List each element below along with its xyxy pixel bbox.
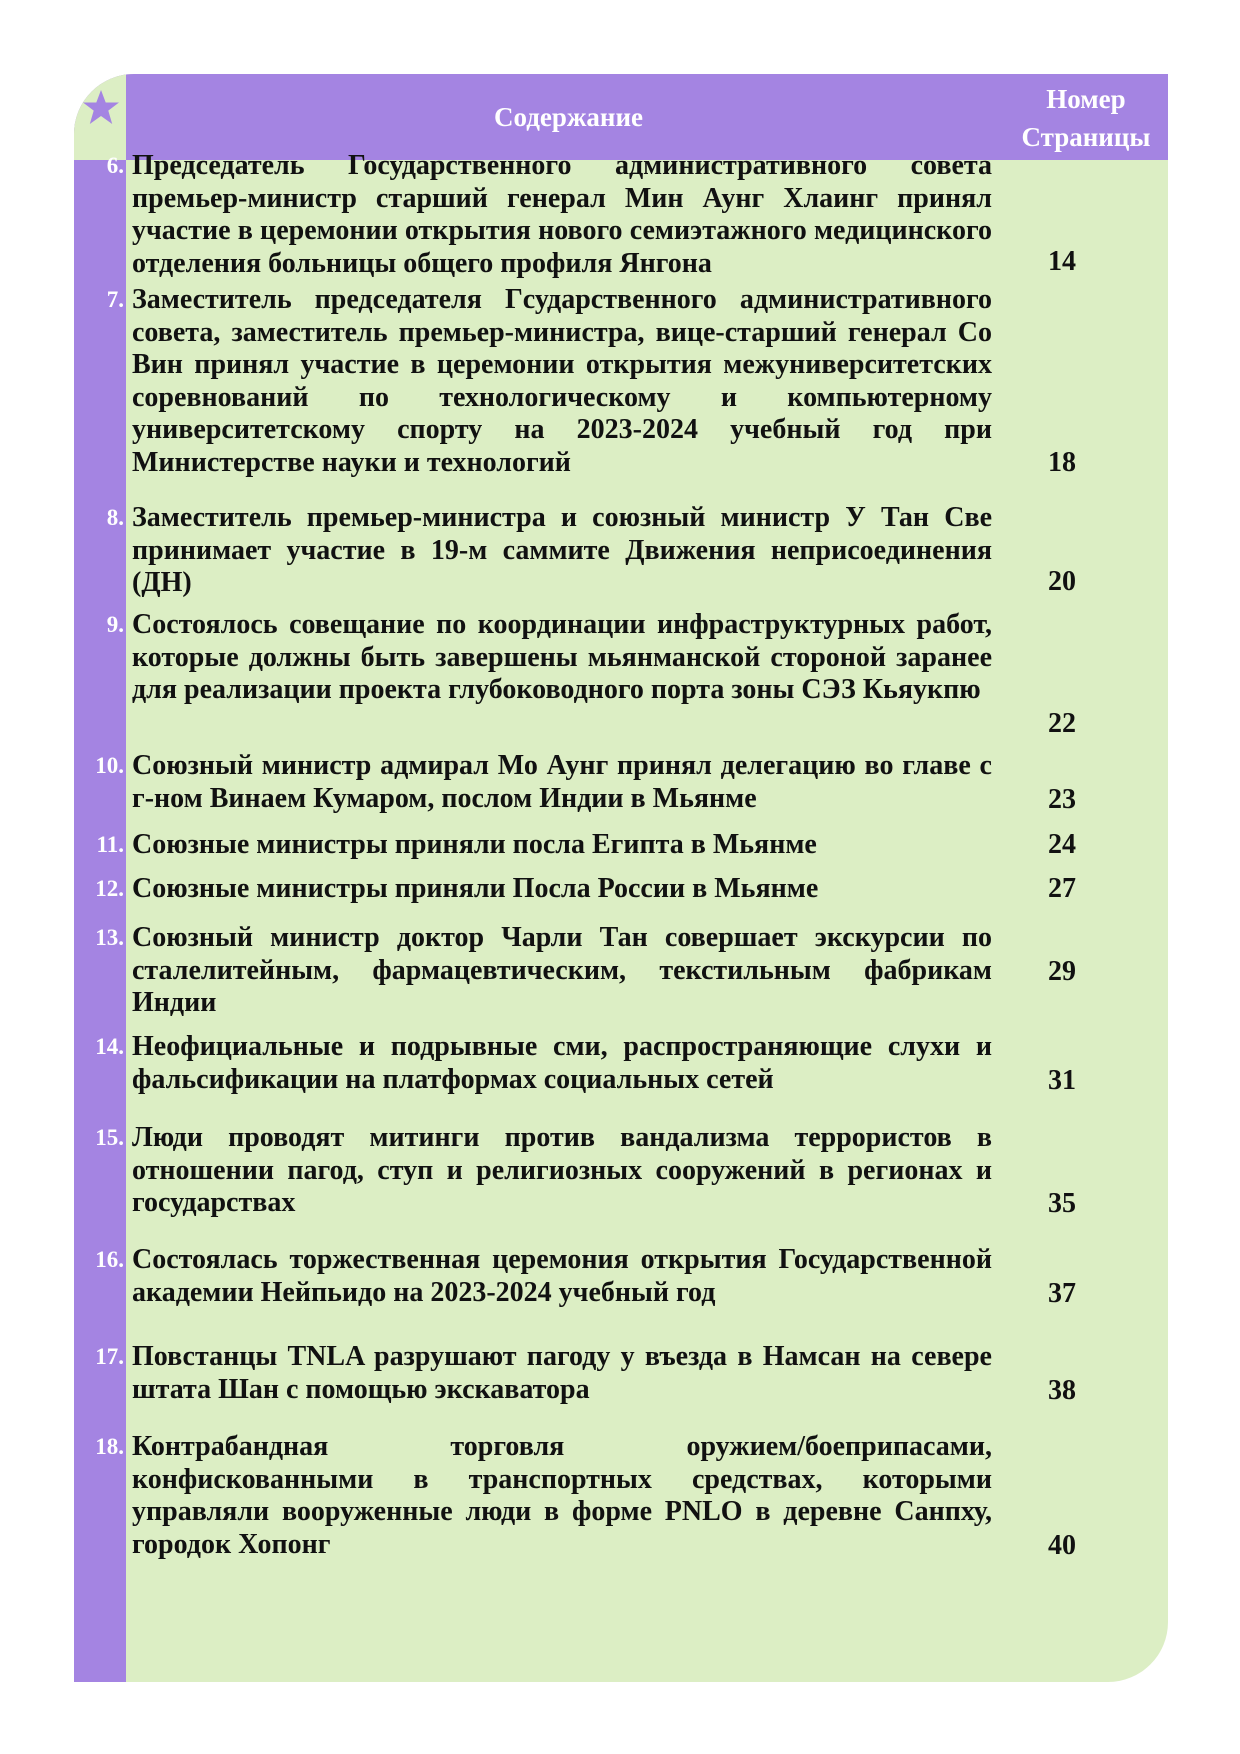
entry-title: Союзные министры приняли посла Египта в Мьянме	[132, 829, 817, 860]
entry-page-number: 22	[1048, 708, 1076, 739]
entry-number: 13.	[95, 925, 124, 950]
toc-entry[interactable]	[74, 750, 1168, 816]
entry-number: 10.	[95, 753, 124, 778]
page-number-heading-line1: Номер	[1046, 84, 1126, 114]
entry-title: Союзный министр доктор Чарли Тан совершает экскурсии по сталелитейным, фармацевтическим, текстильным фабрикам Индии	[132, 922, 992, 1018]
toc-entry[interactable]	[74, 1431, 1168, 1562]
entry-page-number: 35	[1048, 1188, 1076, 1219]
contents-heading: Содержание	[493, 101, 644, 132]
star-icon	[81, 88, 121, 128]
entry-title: Состоялась торжественная церемония открытия Государственной академии Нейпьидо на 2023-2024 учебный год	[132, 1244, 992, 1308]
entry-title: Председатель Государственного административного совета премьер-министр старший генерал Мин Аунг Хлаинг принял участие в церемонии открытия нового семиэтажного медицинского отделения больницы общего профиля Янгона	[132, 150, 992, 279]
toc-entry[interactable]	[74, 502, 1168, 598]
entry-title: Союзные министры приняли Посла России в Мьянме	[132, 873, 819, 904]
toc-entry[interactable]	[74, 1122, 1168, 1220]
toc-entry[interactable]	[74, 150, 1168, 278]
entry-number: 15.	[95, 1125, 124, 1150]
entry-number: 18.	[95, 1434, 124, 1459]
toc-entry[interactable]	[74, 1244, 1168, 1310]
toc-entry[interactable]	[74, 284, 1168, 479]
entry-number: 16.	[95, 1247, 124, 1272]
entry-page-number: 37	[1048, 1278, 1076, 1309]
entry-number: 6.	[106, 153, 124, 178]
toc-entry[interactable]	[74, 829, 1168, 861]
entry-page-number: 27	[1048, 873, 1076, 904]
entry-page-number: 18	[1048, 447, 1076, 478]
entry-page-number: 31	[1048, 1065, 1076, 1096]
entry-title: Заместитель премьер-министра и союзный министр У Тан Све принимает участие в 19-м саммите Движения неприсоединения (ДН)	[132, 502, 992, 598]
entry-title: Люди проводят митинги против вандализма террористов в отношении пагод, ступ и религиозных сооружений в регионах и государствах	[132, 1122, 992, 1218]
entry-number: 12.	[95, 876, 124, 901]
toc-entry[interactable]	[74, 922, 1168, 1020]
entry-number: 14.	[95, 1034, 124, 1059]
entry-page-number: 23	[1048, 784, 1076, 815]
entry-title: Неофициальные и подрывные сми, распространяющие слухи и фальсификации на платформах социальных сетей	[132, 1031, 992, 1095]
toc-entry[interactable]	[74, 1031, 1168, 1097]
page-number-heading	[1004, 80, 1168, 156]
entry-page-number: 20	[1048, 566, 1076, 597]
entry-page-number: 40	[1048, 1530, 1076, 1561]
entry-page-number: 38	[1048, 1375, 1076, 1406]
entry-page-number: 24	[1048, 829, 1076, 860]
entry-title: Заместитель председателя Гсударственного административного совета, заместитель премьер-министра, вице-старший генерал Со Вин принял участие в церемонии открытия межуниверситетских соревнований по технологическому и компьютерному университетскому спорту на 2023-2024 учебный год при Министерстве науки и технологий	[132, 284, 992, 478]
entry-title: Повстанцы TNLA разрушают пагоду у въезда в Намсан на севере штата Шан с помощью экскаватора	[132, 1341, 992, 1405]
toc-entry[interactable]	[74, 609, 1168, 740]
entry-number: 9.	[106, 612, 124, 637]
page-number-heading-line2: Страницы	[1021, 122, 1151, 152]
entry-title: Союзный министр адмирал Мо Аунг принял делегацию во главе с г-ном Винаем Кумаром, послом Индии в Мьянме	[132, 750, 992, 814]
entry-number: 8.	[106, 505, 124, 530]
entry-number: 17.	[95, 1344, 124, 1369]
entry-page-number: 29	[1048, 956, 1076, 987]
entry-number: 11.	[96, 832, 124, 857]
entry-page-number: 14	[1048, 246, 1076, 277]
toc-entry[interactable]	[74, 1341, 1168, 1407]
entry-title: Контрабандная торговля оружием/боеприпасами, конфискованными в транспортных средствах, которыми управляли вооруженные люди в форме PNLO в деревне Санпху, городок Хопонг	[132, 1431, 992, 1560]
toc-entry[interactable]	[74, 873, 1168, 905]
entry-title: Состоялось совещание по координации инфраструктурных работ, которые должны быть завершены мьянманской стороной заранее для реализации проекта глубоководного порта зоны СЭЗ Кьяукпю	[132, 609, 992, 705]
entry-number: 7.	[106, 287, 124, 312]
contents-panel	[74, 74, 1168, 1682]
